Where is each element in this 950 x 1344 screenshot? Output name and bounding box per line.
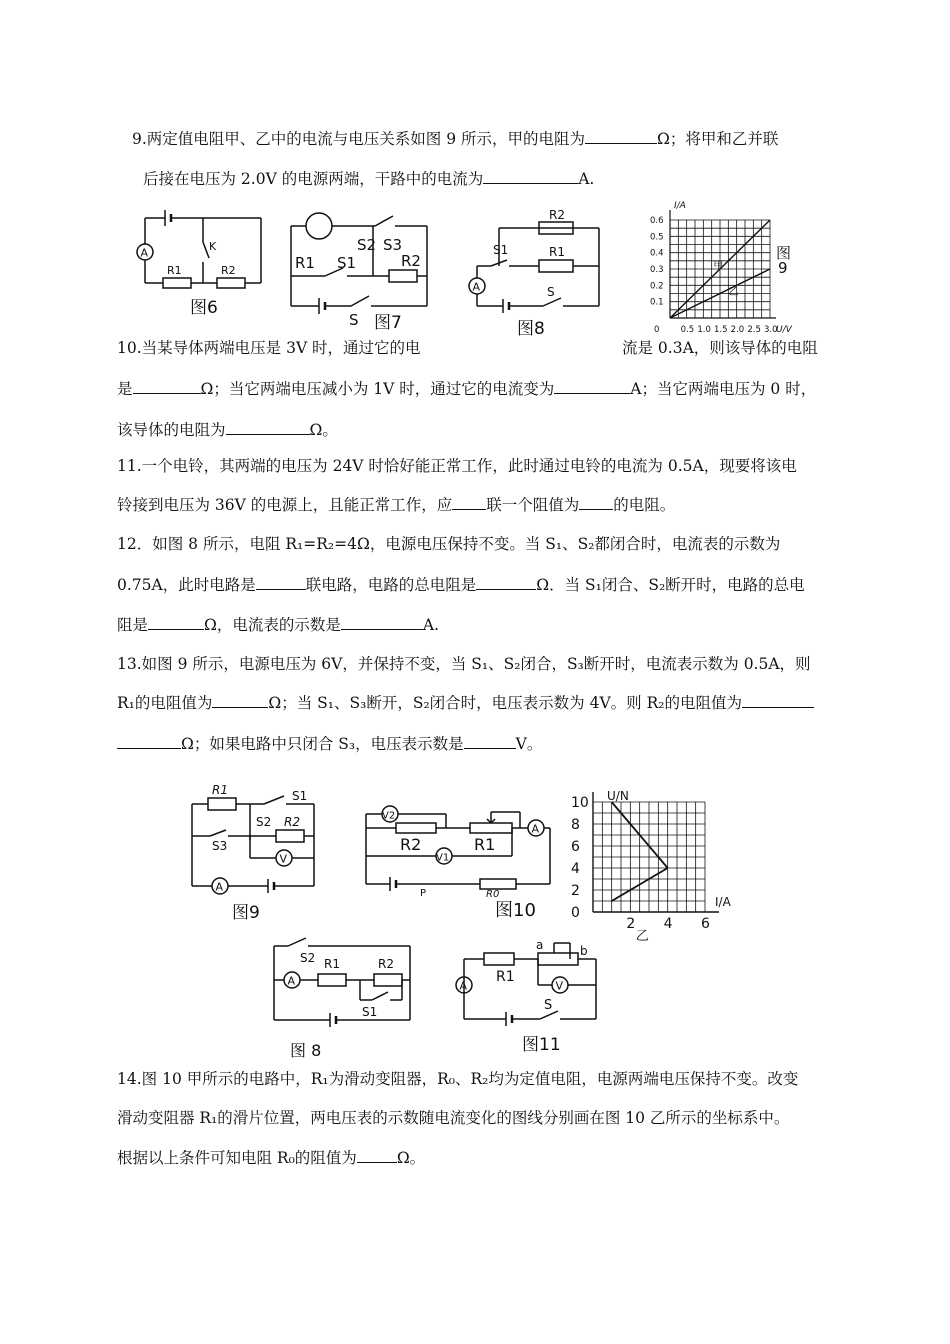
q13-text-3a: Ω；如果电路中只闭合 S₃，电压表示数是 (181, 735, 464, 753)
x-tick-label: 0 (654, 325, 660, 335)
label-r2: R2 (284, 815, 300, 829)
circuit-figure-8b (270, 928, 418, 1036)
q9-text-1a: 9.两定值电阻甲、乙中的电流与电压关系如图 9 所示，甲的电阻为 (132, 130, 586, 148)
y-tick-label: 0 (571, 905, 580, 921)
q10-text-2b: Ω；当它两端电压减小为 1V 时，通过它的电流变为 (200, 380, 555, 398)
label-s3: S3 (383, 236, 403, 254)
label-s2: S2 (357, 236, 377, 254)
label-r1: R1 (295, 254, 315, 272)
label-s: S (547, 285, 555, 299)
y-tick-label: 0.6 (650, 216, 664, 226)
caption-fig7: 图7 (374, 313, 402, 333)
q12-line1 (117, 533, 780, 555)
q13-line1 (117, 653, 811, 675)
q9-line1 (132, 128, 778, 150)
label-s1: S1 (362, 1005, 378, 1019)
q10-text-2a: 是 (117, 380, 133, 398)
label-r1: R1 (496, 969, 515, 985)
q10-text-3b: Ω。 (309, 421, 338, 439)
answer-blank[interactable] (742, 693, 814, 708)
answer-blank[interactable] (554, 379, 630, 394)
q11-text-2b: 联一个阻值为 (486, 496, 580, 514)
ammeter-label: A (140, 246, 149, 260)
q9-text-2a: 后接在电压为 2.0V 的电源两端，干路中的电流为 (143, 170, 484, 188)
q13-line2 (117, 692, 814, 714)
answer-blank[interactable] (476, 575, 536, 590)
q14-text-3b: Ω。 (396, 1149, 426, 1167)
q14-line1 (117, 1068, 798, 1090)
x-tick-label: 1.5 (714, 325, 728, 335)
y-tick-label: 0.4 (650, 248, 664, 259)
q11-text-2c: 的电阻。 (613, 496, 676, 514)
label-r1: R1 (324, 957, 340, 971)
q10-text-2c: A；当它两端电压为 0 时， (630, 380, 817, 398)
chart-fig10-ui (565, 786, 750, 944)
label-r2: R2 (400, 835, 422, 854)
label-r2: R2 (221, 264, 236, 277)
label-r1: R1 (474, 835, 496, 854)
voltmeter-v2-label: V2 (382, 810, 396, 822)
caption-fig10: 图10 (495, 900, 536, 921)
q13-text-1: 13.如图 9 所示，电源电压为 6V，并保持不变，当 S₁、S₂闭合，S₃断开时，电流表示数为 0.5A，则 (117, 655, 811, 673)
y-axis-label: U/N (607, 789, 629, 803)
label-s2: S2 (300, 951, 316, 965)
answer-blank[interactable] (357, 1148, 397, 1163)
q13-text-2a: R₁的电阻值为 (117, 694, 213, 712)
label-r1: R1 (549, 245, 565, 259)
caption-fig9-num: 9 (778, 259, 788, 277)
x-tick-label: 4 (663, 916, 673, 932)
answer-blank[interactable] (452, 495, 486, 510)
q12-text-2a: 0.75A，此时电路是 (117, 576, 256, 594)
label-a: a (536, 938, 544, 952)
q10-text-3a: 该导体的电阻为 (117, 421, 226, 439)
q13-line3 (117, 733, 542, 755)
answer-blank[interactable] (117, 734, 181, 749)
q14-line3 (117, 1147, 425, 1169)
q12-text-1: 12．如图 8 所示，电阻 R₁=R₂=4Ω，电源电压保持不变。当 S₁、S₂都闭合时，电流表的示数为 (117, 535, 781, 553)
label-k: K (209, 240, 217, 253)
label-s1: S1 (493, 243, 509, 257)
answer-blank[interactable] (212, 693, 268, 708)
y-tick-label: 4 (571, 861, 580, 877)
caption-fig8b: 图 8 (290, 1041, 322, 1060)
y-tick-label: 0.1 (650, 297, 664, 308)
y-tick-label: 0.3 (650, 265, 664, 275)
q9-text-1b: Ω；将甲和乙并联 (657, 130, 779, 148)
q10-line1b (622, 337, 818, 359)
q11-line1 (117, 455, 797, 477)
y-tick-label: 8 (571, 817, 580, 833)
label-r2: R2 (401, 252, 421, 270)
y-axis-label: I/A (674, 201, 686, 211)
answer-blank[interactable] (585, 129, 657, 144)
caption-fig9-label: 图 (776, 244, 792, 262)
label-r2: R2 (549, 208, 565, 222)
x-axis-label: U/V (776, 325, 792, 335)
label-s: S (544, 998, 553, 1013)
q11-text-1: 11.一个电铃，其两端的电压为 24V 时恰好能正常工作，此时通过电铃的电流为 0.5A，现要将该电 (117, 457, 797, 475)
x-tick-label: 3.0 (764, 325, 778, 335)
y-tick-label: 0.2 (650, 281, 664, 292)
caption-fig9b: 图9 (232, 903, 260, 923)
x-axis-label: I/A (715, 895, 731, 909)
q13-text-2b: Ω；当 S₁、S₃断开，S₂闭合时，电压表示数为 4V。则 R₂的电阻值为 (268, 694, 742, 712)
q12-text-3a: 阻是 (117, 616, 149, 634)
answer-blank[interactable] (133, 379, 201, 394)
q14-text-1: 14.图 10 甲所示的电路中，R₁为滑动变阻器，R₀、R₂均为定值电阻，电源两端电压保持不变。改变 (117, 1070, 799, 1088)
q10-line3 (117, 419, 338, 441)
q11-text-2a: 铃接到电压为 36V 的电源上，且能正常工作，应 (117, 496, 453, 514)
series-label-jia: 甲 (713, 261, 724, 272)
q12-line3 (117, 614, 439, 636)
ammeter-label: A (472, 280, 481, 294)
answer-blank[interactable] (226, 420, 310, 435)
label-p: P (420, 888, 427, 899)
caption-fig8: 图8 (517, 319, 545, 339)
series-label-yi: 乙 (728, 287, 739, 299)
q9-text-2b: A. (578, 170, 595, 188)
answer-blank[interactable] (464, 734, 516, 749)
voltmeter-label: V (279, 852, 288, 866)
label-s3: S3 (212, 839, 228, 853)
ammeter-label: A (287, 974, 296, 988)
x-tick-label: 6 (701, 916, 710, 932)
label-r1: R1 (167, 264, 182, 277)
q11-line2 (117, 494, 675, 516)
circuit-figure-11 (450, 935, 605, 1035)
label-b: b (580, 944, 588, 958)
caption-fig6: 图6 (190, 298, 218, 318)
q10-line1 (117, 337, 421, 359)
label-s1: S1 (292, 789, 308, 803)
label-s1: S1 (337, 254, 357, 272)
q12-text-2b: 联电路，电路的总电阻是 (305, 576, 477, 594)
circuit-figure-8 (463, 206, 605, 316)
q9-line2 (143, 168, 594, 190)
label-r0: R0 (486, 889, 500, 900)
ammeter-label: A (459, 979, 468, 993)
q10-text-1b: 流是 0.3A，则该导体的电阻 (622, 339, 818, 357)
x-tick-label: 2.5 (747, 325, 761, 335)
ammeter-label: A (531, 822, 540, 836)
caption-fig11: 图11 (522, 1035, 561, 1055)
answer-blank[interactable] (341, 615, 423, 630)
y-tick-label: 0.5 (650, 232, 664, 243)
answer-blank[interactable] (483, 169, 578, 184)
q10-text-1a: 10.当某导体两端电压是 3V 时，通过它的电 (117, 339, 421, 357)
q12-text-2c: Ω．当 S₁闭合、S₂断开时，电路的总电 (536, 576, 805, 594)
q12-line2 (117, 574, 805, 596)
q13-text-3b: V。 (515, 735, 543, 753)
q12-text-3c: A. (422, 616, 439, 634)
q10-line2 (117, 378, 816, 400)
x-tick-label: 0.5 (680, 325, 695, 335)
label-r2: R2 (378, 957, 394, 971)
answer-blank[interactable] (579, 495, 613, 510)
label-s: S (349, 311, 359, 329)
y-tick-label: 6 (571, 839, 580, 855)
q14-text-3a: 根据以上条件可知电阻 R₀的阻值为 (117, 1149, 357, 1167)
q12-text-3b: Ω，电流表的示数是 (204, 616, 341, 634)
chart-sub-label-yi: 乙 (635, 929, 649, 944)
x-tick-label: 2.0 (730, 325, 745, 335)
x-tick-label: 2 (626, 916, 636, 932)
y-tick-label: 2 (571, 883, 580, 899)
chart-fig9-iu (640, 200, 800, 335)
label-s2: S2 (256, 815, 272, 829)
answer-blank[interactable] (256, 575, 306, 590)
ammeter-label: A (215, 880, 224, 894)
label-r1: R1 (212, 783, 228, 797)
answer-blank[interactable] (148, 615, 204, 630)
circuit-figure-9 (180, 780, 330, 900)
circuit-figure-10 (360, 798, 565, 898)
circuit-figure-7 (285, 206, 433, 329)
x-tick-label: 1.0 (697, 325, 711, 335)
voltmeter-label: V (555, 979, 564, 993)
q14-line2 (117, 1107, 789, 1129)
q14-text-2: 滑动变阻器 R₁的滑片位置，两电压表的示数随电流变化的图线分别画在图 10 乙所示的坐标系中。 (117, 1109, 790, 1127)
voltmeter-v1-label: V1 (436, 852, 450, 864)
y-tick-label: 10 (571, 795, 589, 811)
